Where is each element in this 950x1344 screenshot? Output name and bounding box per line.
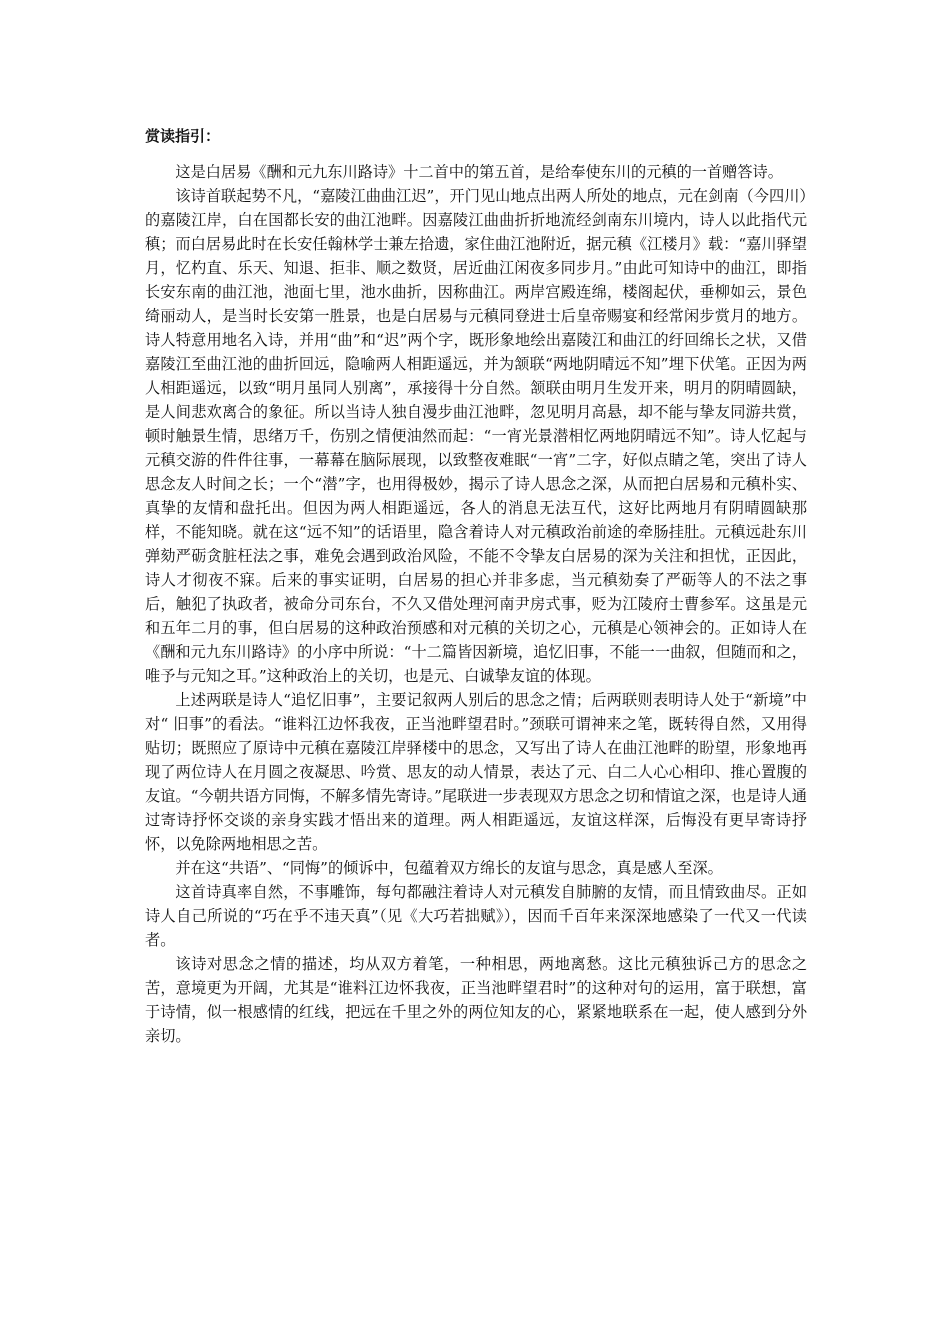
paragraph-analysis-last-couplets: 上述两联是诗人“追忆旧事”，主要记叙两人别后的思念之情；后两联则表明诗人处于“新境”中对“ 旧事”的看法。“谁料江边怀我夜，正当池畔望君时。”颈联可谓神来之笔，既转得自然，又用得贴切；既照应了原诗中元稹在嘉陵江岸驿楼中的思念，又写出了诗人在曲江池畔的盼望，形象地再现了两位诗人在月圆之夜凝思、吟赏、思友的动人情景，表达了元、白二人心心相印、推心置腹的友谊。“今朝共语方同悔，不解多情先寄诗。”尾联进一步表现双方思念之切和情谊之深，也是诗人通过寄诗抒怀交谈的亲身实践才悟出来的道理。两人相距遥远，友谊这样深，后悔没有更早寄诗抒怀，以免除两地相思之苦。 — [145, 691, 807, 853]
paragraph-conclusion: 该诗对思念之情的描述，均从双方着笔，一种相思，两地离愁。这比元稹独诉己方的思念之苦，意境更为开阔，尤其是“谁料江边怀我夜，正当池畔望君时”的这种对句的运用，富于联想，富于诗情，似一根感情的红线，把远在千里之外的两位知友的心，紧紧地联系在一起，使人感到分外亲切。 — [145, 955, 807, 1045]
section-heading: 赏读指引： — [145, 127, 221, 145]
paragraph-style-note: 这首诗真率自然，不事雕饰，每句都融注着诗人对元稹发自肺腑的友情，而且情致曲尽。正如诗人自己所说的“巧在乎不违天真”（见《大巧若拙赋》），因而千百年来深深地感染了一代又一代读者。 — [145, 883, 807, 949]
paragraph-friendship-note: 并在这“共语”、“同悔”的倾诉中，包蕴着双方绵长的友谊与思念，真是感人至深。 — [175, 859, 723, 877]
document-page — [145, 126, 807, 1048]
paragraph-intro: 这是白居易《酬和元九东川路诗》十二首中的第五首，是给奉使东川的元稹的一首赠答诗。 — [175, 163, 783, 181]
paragraph-analysis-first-couplets: 该诗首联起势不凡，“嘉陵江曲曲江迟”，开门见山地点出两人所处的地点，元在剑南（今四川）的嘉陵江岸，白在国都长安的曲江池畔。因嘉陵江曲曲折折地流经剑南东川境内，诗人以此指代元稹；而白居易此时在长安任翰林学士兼左拾遗，家住曲江池附近，据元稹《江楼月》载：“嘉川驿望月，忆杓直、乐天、知退、拒非、顺之数贤，居近曲江闲夜多同步月。”由此可知诗中的曲江，即指长安东南的曲江池，池面七里，池水曲折，因称曲江。两岸宫殿连绵，楼阁起伏，垂柳如云，景色绮丽动人，是当时长安第一胜景，也是白居易与元稹同登进士后皇帝赐宴和经常闲步赏月的地方。诗人特意用地名入诗，并用“曲”和“迟”两个字，既形象地绘出嘉陵江和曲江的纡回绵长之状，又借嘉陵江至曲江池的曲折回远，隐喻两人相距遥远，并为颔联“两地阴晴远不知”埋下伏笔。正因为两人相距遥远，以致“明月虽同人别离”，承接得十分自然。颔联由明月生发开来，明月的阴晴圆缺，是人间悲欢离合的象征。所以当诗人独自漫步曲江池畔，忽见明月高悬，却不能与挚友同游共赏，顿时触景生情，思绪万千，伤别之情便油然而起：“一宵光景潜相忆两地阴晴远不知”。诗人忆起与元稹交游的件件往事，一幕幕在脑际展现，以致整夜难眠“一宵”二字，好似点睛之笔，突出了诗人思念友人时间之长；一个“潜”字，也用得极妙，揭示了诗人思念之深，从而把白居易和元稹朴实、真挚的友情和盘托出。但因为两人相距遥远，各人的消息无法互代，这好比两地月有阴晴圆缺那样，不能知晓。就在这“远不知”的话语里，隐含着诗人对元稹政治前途的牵肠挂肚。元稹远赴东川弹劾严砺贪脏枉法之事，难免会遇到政治风险，不能不令挚友白居易的深为关注和担忧，正因此，诗人才彻夜不寐。后来的事实证明，白居易的担心并非多虑，当元稹劾奏了严砺等人的不法之事后，触犯了执政者，被命分司东台，不久又借处理河南尹房式事，贬为江陵府士曹参军。这虽是元和五年二月的事，但白居易的这种政治预感和对元稹的关切之心，元稹是心领神会的。正如诗人在《酬和元九东川路诗》的小序中所说：“十二篇皆因新境，追忆旧事，不能一一曲叙，但随而和之，唯予与元知之耳。”这种政治上的关切，也是元、白诚挚友谊的体现。 — [145, 187, 807, 685]
